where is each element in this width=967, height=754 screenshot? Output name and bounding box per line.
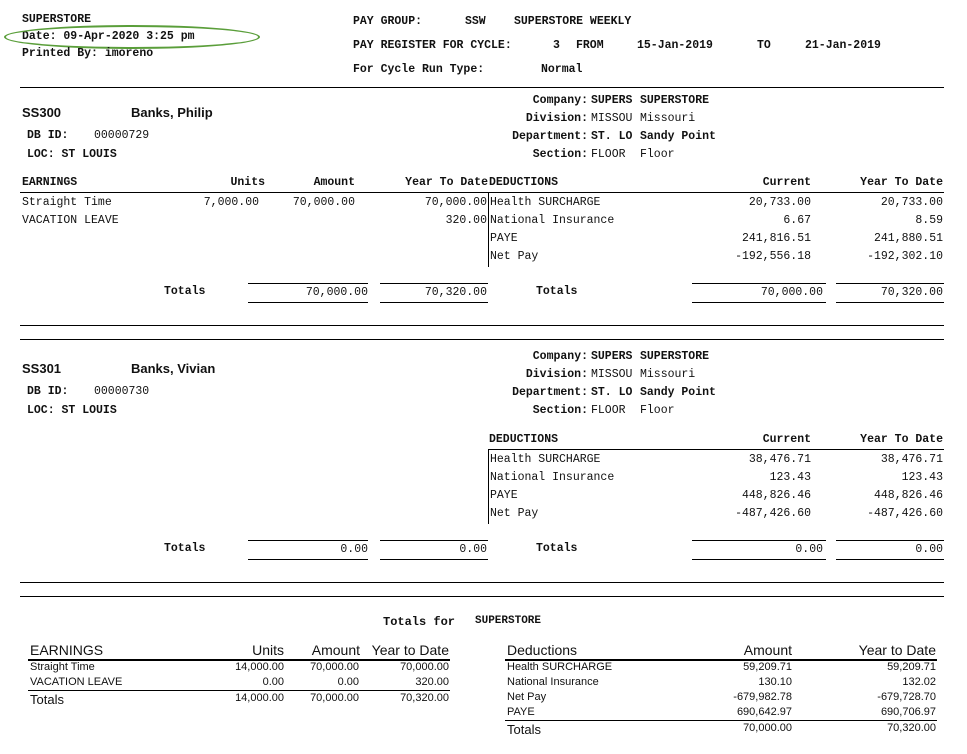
summary-earning-units: 0.00: [262, 676, 284, 688]
deduction-name: Health SURCHARGE: [490, 453, 601, 466]
summary-deduction-amount: -679,982.78: [733, 691, 792, 703]
earnings-totals-label: Totals: [164, 285, 206, 298]
deduction-name: Health SURCHARGE: [490, 196, 601, 209]
deduction-ytd: -487,426.60: [867, 507, 943, 520]
summary-deduction-ytd: -679,728.70: [877, 691, 936, 703]
deduction-current: 38,476.71: [748, 453, 811, 466]
employee-name: Banks, Philip: [131, 105, 213, 120]
total-underline: [692, 302, 826, 303]
total-underline: [248, 559, 368, 560]
deduction-current: 448,826.46: [741, 489, 811, 502]
summary-ded-ytd-header: Year to Date: [858, 642, 936, 658]
employee-id: SS301: [22, 361, 62, 376]
earnings-header: EARNINGS: [22, 176, 78, 189]
summary-ded-amount-header: Amount: [743, 642, 792, 658]
division-name: Missouri: [640, 112, 696, 125]
ytd-header: Year To Date: [405, 176, 488, 189]
summary-deduction-amount: 130.10: [758, 676, 792, 688]
total-rule: [836, 540, 944, 541]
to-date: 21-Jan-2019: [805, 39, 881, 52]
total-rule: [692, 283, 826, 284]
units-header: Units: [230, 176, 265, 189]
current-header: Current: [762, 176, 811, 189]
employee-divider: [20, 596, 944, 597]
deduction-ytd: 123.43: [901, 471, 943, 484]
company-label: Company:: [532, 94, 588, 107]
deductions-header: DEDUCTIONS: [489, 433, 559, 446]
section-name: Floor: [640, 404, 675, 417]
summary-deduction-amount: 690,642.97: [736, 706, 792, 718]
pay-group-code: SSW: [465, 15, 486, 28]
company-label: Company:: [532, 350, 588, 363]
earnings-total-amount: 70,000.00: [305, 286, 368, 299]
employee-divider: [20, 325, 944, 326]
ded-ytd-header: Year To Date: [860, 176, 943, 189]
total-underline: [248, 302, 368, 303]
department-code: ST. LO: [591, 130, 633, 143]
department-name: Sandy Point: [640, 130, 716, 143]
deductions-header-rule: [488, 192, 944, 193]
summary-deduction-name: National Insurance: [507, 676, 599, 688]
deductions-total-ytd: 70,320.00: [880, 286, 943, 299]
total-underline: [836, 302, 944, 303]
division-label: Division:: [525, 368, 588, 381]
deduction-name: National Insurance: [490, 471, 615, 484]
report-date: Date: 09-Apr-2020 3:25 pm: [22, 30, 195, 43]
deductions-header-rule: [488, 449, 944, 450]
deduction-ytd: 241,880.51: [873, 232, 943, 245]
summary-deductions-total-ytd: 70,320.00: [887, 722, 936, 734]
ded-ytd-header: Year To Date: [860, 433, 943, 446]
company-code: SUPERS: [591, 94, 633, 107]
division-label: Division:: [525, 112, 588, 125]
total-underline: [380, 302, 488, 303]
section-code: FLOOR: [591, 148, 626, 161]
earning-amount: 70,000.00: [292, 196, 355, 209]
section-label: Section:: [532, 148, 588, 161]
total-rule: [692, 540, 826, 541]
deduction-current: 6.67: [783, 214, 811, 227]
total-underline: [380, 559, 488, 560]
deductions-header: DEDUCTIONS: [489, 176, 559, 189]
total-rule: [836, 283, 944, 284]
company-name: SUPERSTORE: [640, 94, 710, 107]
department-label: Department:: [512, 130, 588, 143]
deduction-name: National Insurance: [490, 214, 615, 227]
deduction-current: 20,733.00: [748, 196, 811, 209]
pay-group-label: PAY GROUP:: [353, 15, 423, 28]
summary-earning-amount: 70,000.00: [310, 661, 359, 673]
summary-amount-header: Amount: [311, 642, 360, 658]
total-rule: [380, 283, 488, 284]
summary-deduction-name: Health SURCHARGE: [507, 661, 613, 673]
summary-earning-amount: 0.00: [337, 676, 359, 688]
deduction-ytd: 38,476.71: [880, 453, 943, 466]
summary-ytd-header: Year to Date: [371, 642, 449, 658]
location: LOC: ST LOUIS: [27, 148, 117, 161]
summary-earning-ytd: 320.00: [415, 676, 449, 688]
total-rule: [248, 283, 368, 284]
deduction-current: 241,816.51: [741, 232, 811, 245]
run-type: Normal: [541, 63, 583, 76]
deductions-totals-label: Totals: [536, 285, 578, 298]
department-name: Sandy Point: [640, 386, 716, 399]
deductions-vertical-rule: [488, 193, 489, 267]
db-id-label: DB ID:: [27, 385, 69, 398]
earnings-total-ytd: 0.00: [459, 543, 487, 556]
deductions-totals-label: Totals: [536, 542, 578, 555]
deductions-total-current: 0.00: [795, 543, 823, 556]
deduction-name: Net Pay: [490, 507, 539, 520]
total-rule: [380, 540, 488, 541]
pay-group-name: SUPERSTORE WEEKLY: [514, 15, 632, 28]
summary-earnings-total-amount: 70,000.00: [310, 692, 359, 704]
printed-by: Printed By: imoreno: [22, 47, 154, 60]
total-underline: [692, 559, 826, 560]
earning-name: Straight Time: [22, 196, 112, 209]
earnings-totals-label: Totals: [164, 542, 206, 555]
total-rule: [248, 540, 368, 541]
department-code: ST. LO: [591, 386, 633, 399]
run-type-label: For Cycle Run Type:: [353, 63, 485, 76]
summary-units-header: Units: [252, 642, 284, 658]
deduction-current: -192,556.18: [735, 250, 811, 263]
header-divider: [20, 87, 944, 88]
amount-header: Amount: [313, 176, 355, 189]
summary-earnings-totals-label: Totals: [30, 692, 64, 707]
db-id-label: DB ID:: [27, 129, 69, 142]
deduction-name: PAYE: [490, 232, 518, 245]
summary-earning-name: Straight Time: [30, 661, 95, 673]
summary-earnings-total-units: 14,000.00: [235, 692, 284, 704]
summary-earning-name: VACATION LEAVE: [30, 676, 123, 688]
summary-deduction-amount: 59,209.71: [743, 661, 792, 673]
employee-name: Banks, Vivian: [131, 361, 216, 376]
db-id-value: 00000729: [94, 129, 150, 142]
summary-deductions-totals-label: Totals: [507, 722, 541, 737]
employee-divider: [20, 339, 944, 340]
deduction-current: 123.43: [769, 471, 811, 484]
summary-earnings-total-ytd: 70,320.00: [400, 692, 449, 704]
section-label: Section:: [532, 404, 588, 417]
db-id-value: 00000730: [94, 385, 150, 398]
summary-deduction-name: Net Pay: [507, 691, 547, 703]
section-name: Floor: [640, 148, 675, 161]
location: LOC: ST LOUIS: [27, 404, 117, 417]
annotation-highlight-oval: [4, 25, 260, 49]
deduction-current: -487,426.60: [735, 507, 811, 520]
section-code: FLOOR: [591, 404, 626, 417]
deductions-total-ytd: 0.00: [915, 543, 943, 556]
division-code: MISSOU: [591, 112, 633, 125]
earnings-total-amount: 0.00: [340, 543, 368, 556]
department-label: Department:: [512, 386, 588, 399]
summary-deduction-ytd: 132.02: [902, 676, 936, 688]
summary-earning-units: 14,000.00: [235, 661, 284, 673]
summary-title-prefix: Totals for: [383, 615, 456, 629]
summary-deductions-total-rule: [505, 720, 937, 721]
total-underline: [836, 559, 944, 560]
deduction-ytd: 8.59: [915, 214, 943, 227]
earnings-total-ytd: 70,320.00: [424, 286, 487, 299]
division-code: MISSOU: [591, 368, 633, 381]
current-header: Current: [762, 433, 811, 446]
register-label: PAY REGISTER FOR CYCLE:: [353, 39, 512, 52]
to-label: TO: [757, 39, 771, 52]
deduction-ytd: 448,826.46: [873, 489, 943, 502]
employee-divider: [20, 582, 944, 583]
summary-deduction-name: PAYE: [507, 706, 535, 718]
deduction-name: Net Pay: [490, 250, 539, 263]
earning-ytd: 320.00: [445, 214, 487, 227]
summary-deduction-ytd: 690,706.97: [880, 706, 936, 718]
from-label: FROM: [576, 39, 604, 52]
deduction-name: PAYE: [490, 489, 518, 502]
cycle-number: 3: [553, 39, 560, 52]
summary-deductions-total-amount: 70,000.00: [743, 722, 792, 734]
earning-name: VACATION LEAVE: [22, 214, 119, 227]
summary-deductions-header: Deductions: [507, 642, 578, 658]
deductions-vertical-rule: [488, 450, 489, 524]
deduction-ytd: 20,733.00: [880, 196, 943, 209]
summary-earnings-total-rule: [28, 690, 450, 691]
deductions-total-current: 70,000.00: [760, 286, 823, 299]
report-company: SUPERSTORE: [22, 13, 92, 26]
summary-earnings-header: EARNINGS: [30, 642, 104, 658]
deduction-ytd: -192,302.10: [867, 250, 943, 263]
summary-deduction-ytd: 59,209.71: [887, 661, 936, 673]
from-date: 15-Jan-2019: [637, 39, 713, 52]
summary-title-company: SUPERSTORE: [475, 615, 542, 627]
company-code: SUPERS: [591, 350, 633, 363]
company-name: SUPERSTORE: [640, 350, 710, 363]
earning-ytd: 70,000.00: [424, 196, 487, 209]
employee-id: SS300: [22, 105, 62, 120]
earning-units: 7,000.00: [203, 196, 259, 209]
summary-earning-ytd: 70,000.00: [400, 661, 449, 673]
division-name: Missouri: [640, 368, 696, 381]
earnings-header-rule: [20, 192, 488, 193]
